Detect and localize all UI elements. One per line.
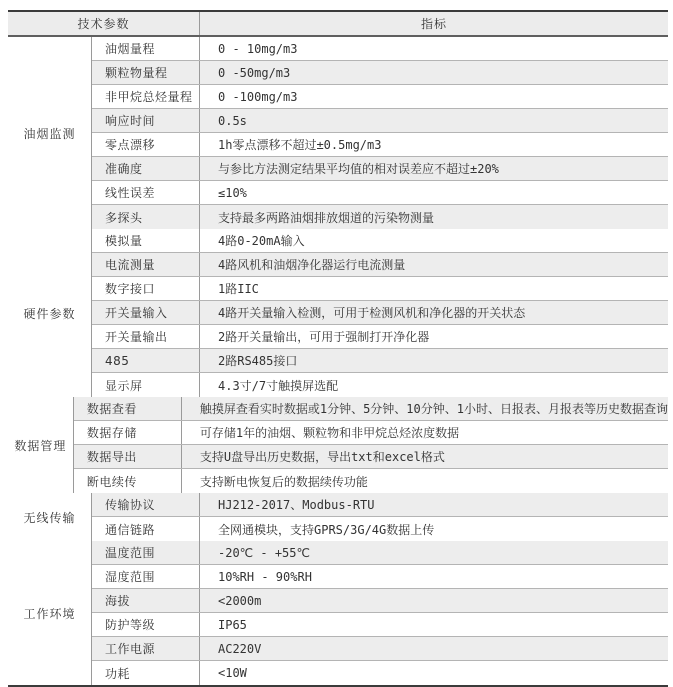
value-cell: 0 -50mg/m3: [218, 65, 291, 80]
table-group: [8, 229, 668, 397]
table-row: [92, 61, 668, 85]
table-group: [8, 397, 668, 493]
table-row: [92, 277, 668, 301]
table-row: [92, 661, 668, 685]
table-row: [92, 85, 668, 109]
param-cell: 开关量输入: [92, 301, 200, 324]
table-row: [74, 445, 668, 469]
param-cell: 开关量输出: [92, 325, 200, 348]
table-row: [92, 133, 668, 157]
param-cell: 准确度: [92, 157, 200, 180]
table-row: [92, 517, 668, 541]
value-cell: HJ212-2017、Modbus-RTU: [218, 498, 375, 512]
param-cell: 显示屏: [92, 373, 200, 397]
table-row: [92, 157, 668, 181]
value-cell: 0 -100mg/m3: [218, 89, 298, 104]
spec-table: [8, 10, 668, 687]
value-cell: IP65: [218, 617, 247, 632]
table-row: [74, 421, 668, 445]
table-header-row: [8, 12, 668, 37]
param-cell: 防护等级: [92, 613, 200, 636]
header-cell-params: 技术参数: [8, 12, 200, 35]
param-cell: 数字接口: [92, 277, 200, 300]
category-cell: 工作环境: [8, 541, 92, 685]
param-cell: 温度范围: [92, 541, 200, 564]
table-group: [8, 37, 668, 229]
table-row: [74, 469, 668, 493]
param-cell: 485: [92, 349, 200, 372]
value-cell: 1h零点漂移不超过±0.5mg/m3: [218, 138, 382, 152]
value-cell: 支持最多两路油烟排放烟道的污染物测量: [218, 210, 435, 225]
value-cell: 4路开关量输入检测，可用于检测风机和净化器的开关状态: [218, 306, 526, 320]
param-cell: 油烟量程: [92, 37, 200, 60]
param-cell: 数据存储: [74, 421, 182, 444]
value-cell: -20℃ - +55℃: [218, 545, 310, 560]
value-cell: 4路0-20mA输入: [218, 234, 305, 248]
value-cell: 与参比方法测定结果平均值的相对误差应不超过±20%: [218, 162, 499, 176]
table-row: [92, 205, 668, 229]
header-cell-indicator: 指标: [420, 17, 447, 31]
value-cell: 0 - 10mg/m3: [218, 41, 298, 56]
value-cell: 触摸屏查看实时数据或1分钟、5分钟、10分钟、1小时、日报表、月报表等历史数据查询: [199, 402, 668, 416]
value-cell: 可存储1年的油烟、颗粒物和非甲烷总烃浓度数据: [199, 426, 460, 440]
param-cell: 线性误差: [92, 181, 200, 204]
table-group: [8, 493, 668, 541]
param-cell: 海拔: [92, 589, 200, 612]
param-cell: 电流测量: [92, 253, 200, 276]
param-cell: 数据查看: [74, 397, 182, 420]
group-rows: [74, 397, 668, 493]
table-row: [92, 493, 668, 517]
value-cell: 1路IIC: [218, 282, 259, 296]
param-cell: 数据导出: [74, 445, 182, 468]
table-row: [92, 613, 668, 637]
table-row: [92, 301, 668, 325]
table-row: [92, 373, 668, 397]
value-cell: 2路开关量输出，可用于强制打开净化器: [218, 330, 430, 344]
table-row: [92, 637, 668, 661]
param-cell: 颗粒物量程: [92, 61, 200, 84]
category-cell: 无线传输: [8, 493, 92, 541]
value-cell: 4.3寸/7寸触摸屏选配: [218, 378, 339, 393]
table-row: [92, 349, 668, 373]
group-rows: [92, 229, 668, 397]
value-cell: 0.5s: [218, 113, 247, 128]
param-cell: 断电续传: [74, 469, 182, 493]
category-cell: 油烟监测: [8, 37, 92, 229]
param-cell: 模拟量: [92, 229, 200, 252]
param-cell: 功耗: [92, 661, 200, 685]
value-cell: 全网通模块，支持GPRS/3G/4G数据上传: [218, 522, 435, 537]
param-cell: 传输协议: [92, 493, 200, 516]
value-cell: <10W: [218, 666, 247, 680]
param-cell: 响应时间: [92, 109, 200, 132]
table-row: [92, 325, 668, 349]
table-row: [92, 565, 668, 589]
param-cell: 湿度范围: [92, 565, 200, 588]
value-cell: 支持断电恢复后的数据续传功能: [199, 474, 368, 489]
table-row: [92, 541, 668, 565]
category-cell: 硬件参数: [8, 229, 92, 397]
param-cell: 零点漂移: [92, 133, 200, 156]
table-row: [92, 589, 668, 613]
table-row: [92, 37, 668, 61]
category-cell: 数据管理: [8, 397, 74, 493]
param-cell: 通信链路: [92, 517, 200, 541]
group-rows: [92, 37, 668, 229]
table-group: [8, 541, 668, 685]
value-cell: 4路风机和油烟净化器运行电流测量: [218, 258, 406, 272]
param-cell: 多探头: [92, 205, 200, 229]
value-cell: 支持U盘导出历史数据，导出txt和excel格式: [199, 450, 445, 464]
param-cell: 非甲烷总烃量程: [92, 85, 200, 108]
value-cell: ≤10%: [218, 185, 247, 200]
group-rows: [92, 493, 668, 541]
group-rows: [92, 541, 668, 685]
table-row: [74, 397, 668, 421]
table-body: [8, 37, 668, 685]
value-cell: 2路RS485接口: [218, 354, 298, 368]
table-row: [92, 181, 668, 205]
value-cell: <2000m: [218, 593, 262, 608]
value-cell: AC220V: [218, 641, 262, 656]
table-row: [92, 253, 668, 277]
param-cell: 工作电源: [92, 637, 200, 660]
table-row: [92, 109, 668, 133]
value-cell: 10%RH - 90%RH: [218, 569, 312, 584]
table-row: [92, 229, 668, 253]
